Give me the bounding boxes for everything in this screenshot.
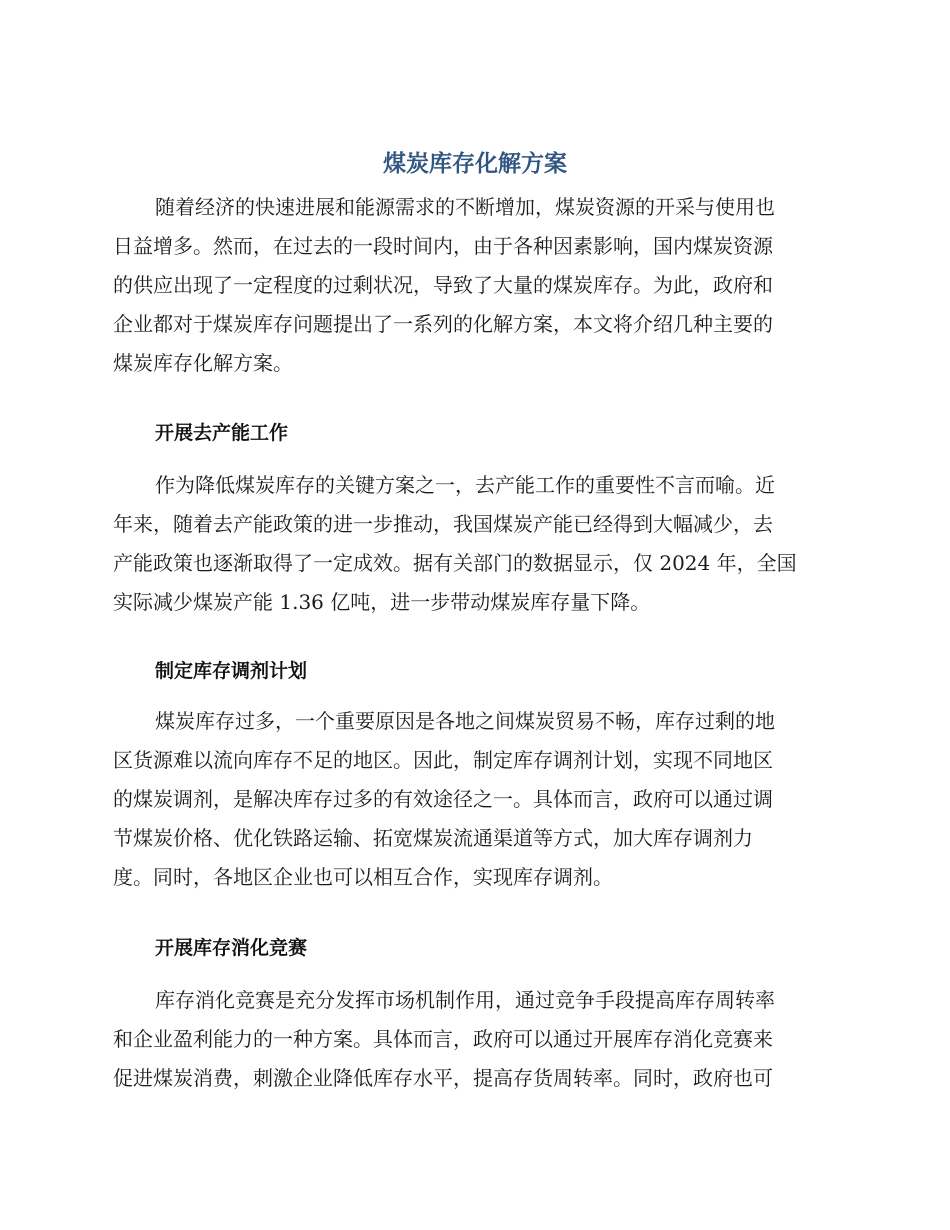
paragraph-line: 煤炭库存化解方案。 bbox=[113, 351, 293, 375]
section-paragraph bbox=[113, 981, 835, 1098]
paragraph-line: 煤炭库存过多，一个重要原因是各地之间煤炭贸易不畅，库存过剩的地 bbox=[155, 709, 775, 733]
paragraph-line: 的煤炭调剂，是解决库存过多的有效途径之一。具体而言，政府可以通过调 bbox=[113, 787, 773, 811]
paragraph-line: 库存消化竞赛是充分发挥市场机制作用，通过竞争手段提高库存周转率 bbox=[155, 988, 775, 1012]
paragraph-line: 实际减少煤炭产能 1.36 亿吨，进一步带动煤炭库存量下降。 bbox=[113, 590, 651, 614]
paragraph-line: 作为降低煤炭库存的关键方案之一，去产能工作的重要性不言而喻。近 bbox=[155, 473, 775, 497]
paragraph-line: 节煤炭价格、优化铁路运输、拓宽煤炭流通渠道等方式，加大库存调剂力 bbox=[113, 826, 753, 850]
document-title: 煤炭库存化解方案 bbox=[383, 151, 567, 177]
paragraph-line: 度。同时，各地区企业也可以相互合作，实现库存调剂。 bbox=[113, 865, 613, 889]
intro-paragraph bbox=[113, 188, 835, 383]
section-heading: 开展库存消化竞赛 bbox=[155, 937, 308, 959]
paragraph-line: 和企业盈利能力的一种方案。具体而言，政府可以通过开展库存消化竞赛来 bbox=[113, 1027, 773, 1051]
paragraph-line: 的供应出现了一定程度的过剩状况，导致了大量的煤炭库存。为此，政府和 bbox=[113, 273, 773, 297]
paragraph-line: 促进煤炭消费，刺激企业降低库存水平，提高存货周转率。同时，政府也可 bbox=[113, 1066, 773, 1090]
section-heading: 制定库存调剂计划 bbox=[155, 660, 308, 682]
paragraph-line: 随着经济的快速进展和能源需求的不断增加，煤炭资源的开采与使用也 bbox=[155, 195, 775, 219]
section-heading: 开展去产能工作 bbox=[155, 422, 289, 444]
section-paragraph bbox=[113, 702, 835, 897]
paragraph-line: 产能政策也逐渐取得了一定成效。据有关部门的数据显示，仅 2024 年，全国 bbox=[113, 551, 797, 575]
paragraph-line: 年来，随着去产能政策的进一步推动，我国煤炭产能已经得到大幅减少，去 bbox=[113, 512, 773, 536]
section-paragraph bbox=[113, 466, 835, 622]
paragraph-line: 日益增多。然而，在过去的一段时间内，由于各种因素影响，国内煤炭资源 bbox=[113, 234, 773, 258]
paragraph-line: 企业都对于煤炭库存问题提出了一系列的化解方案，本文将介绍几种主要的 bbox=[113, 312, 773, 336]
paragraph-line: 区货源难以流向库存不足的地区。因此，制定库存调剂计划，实现不同地区 bbox=[113, 748, 773, 772]
